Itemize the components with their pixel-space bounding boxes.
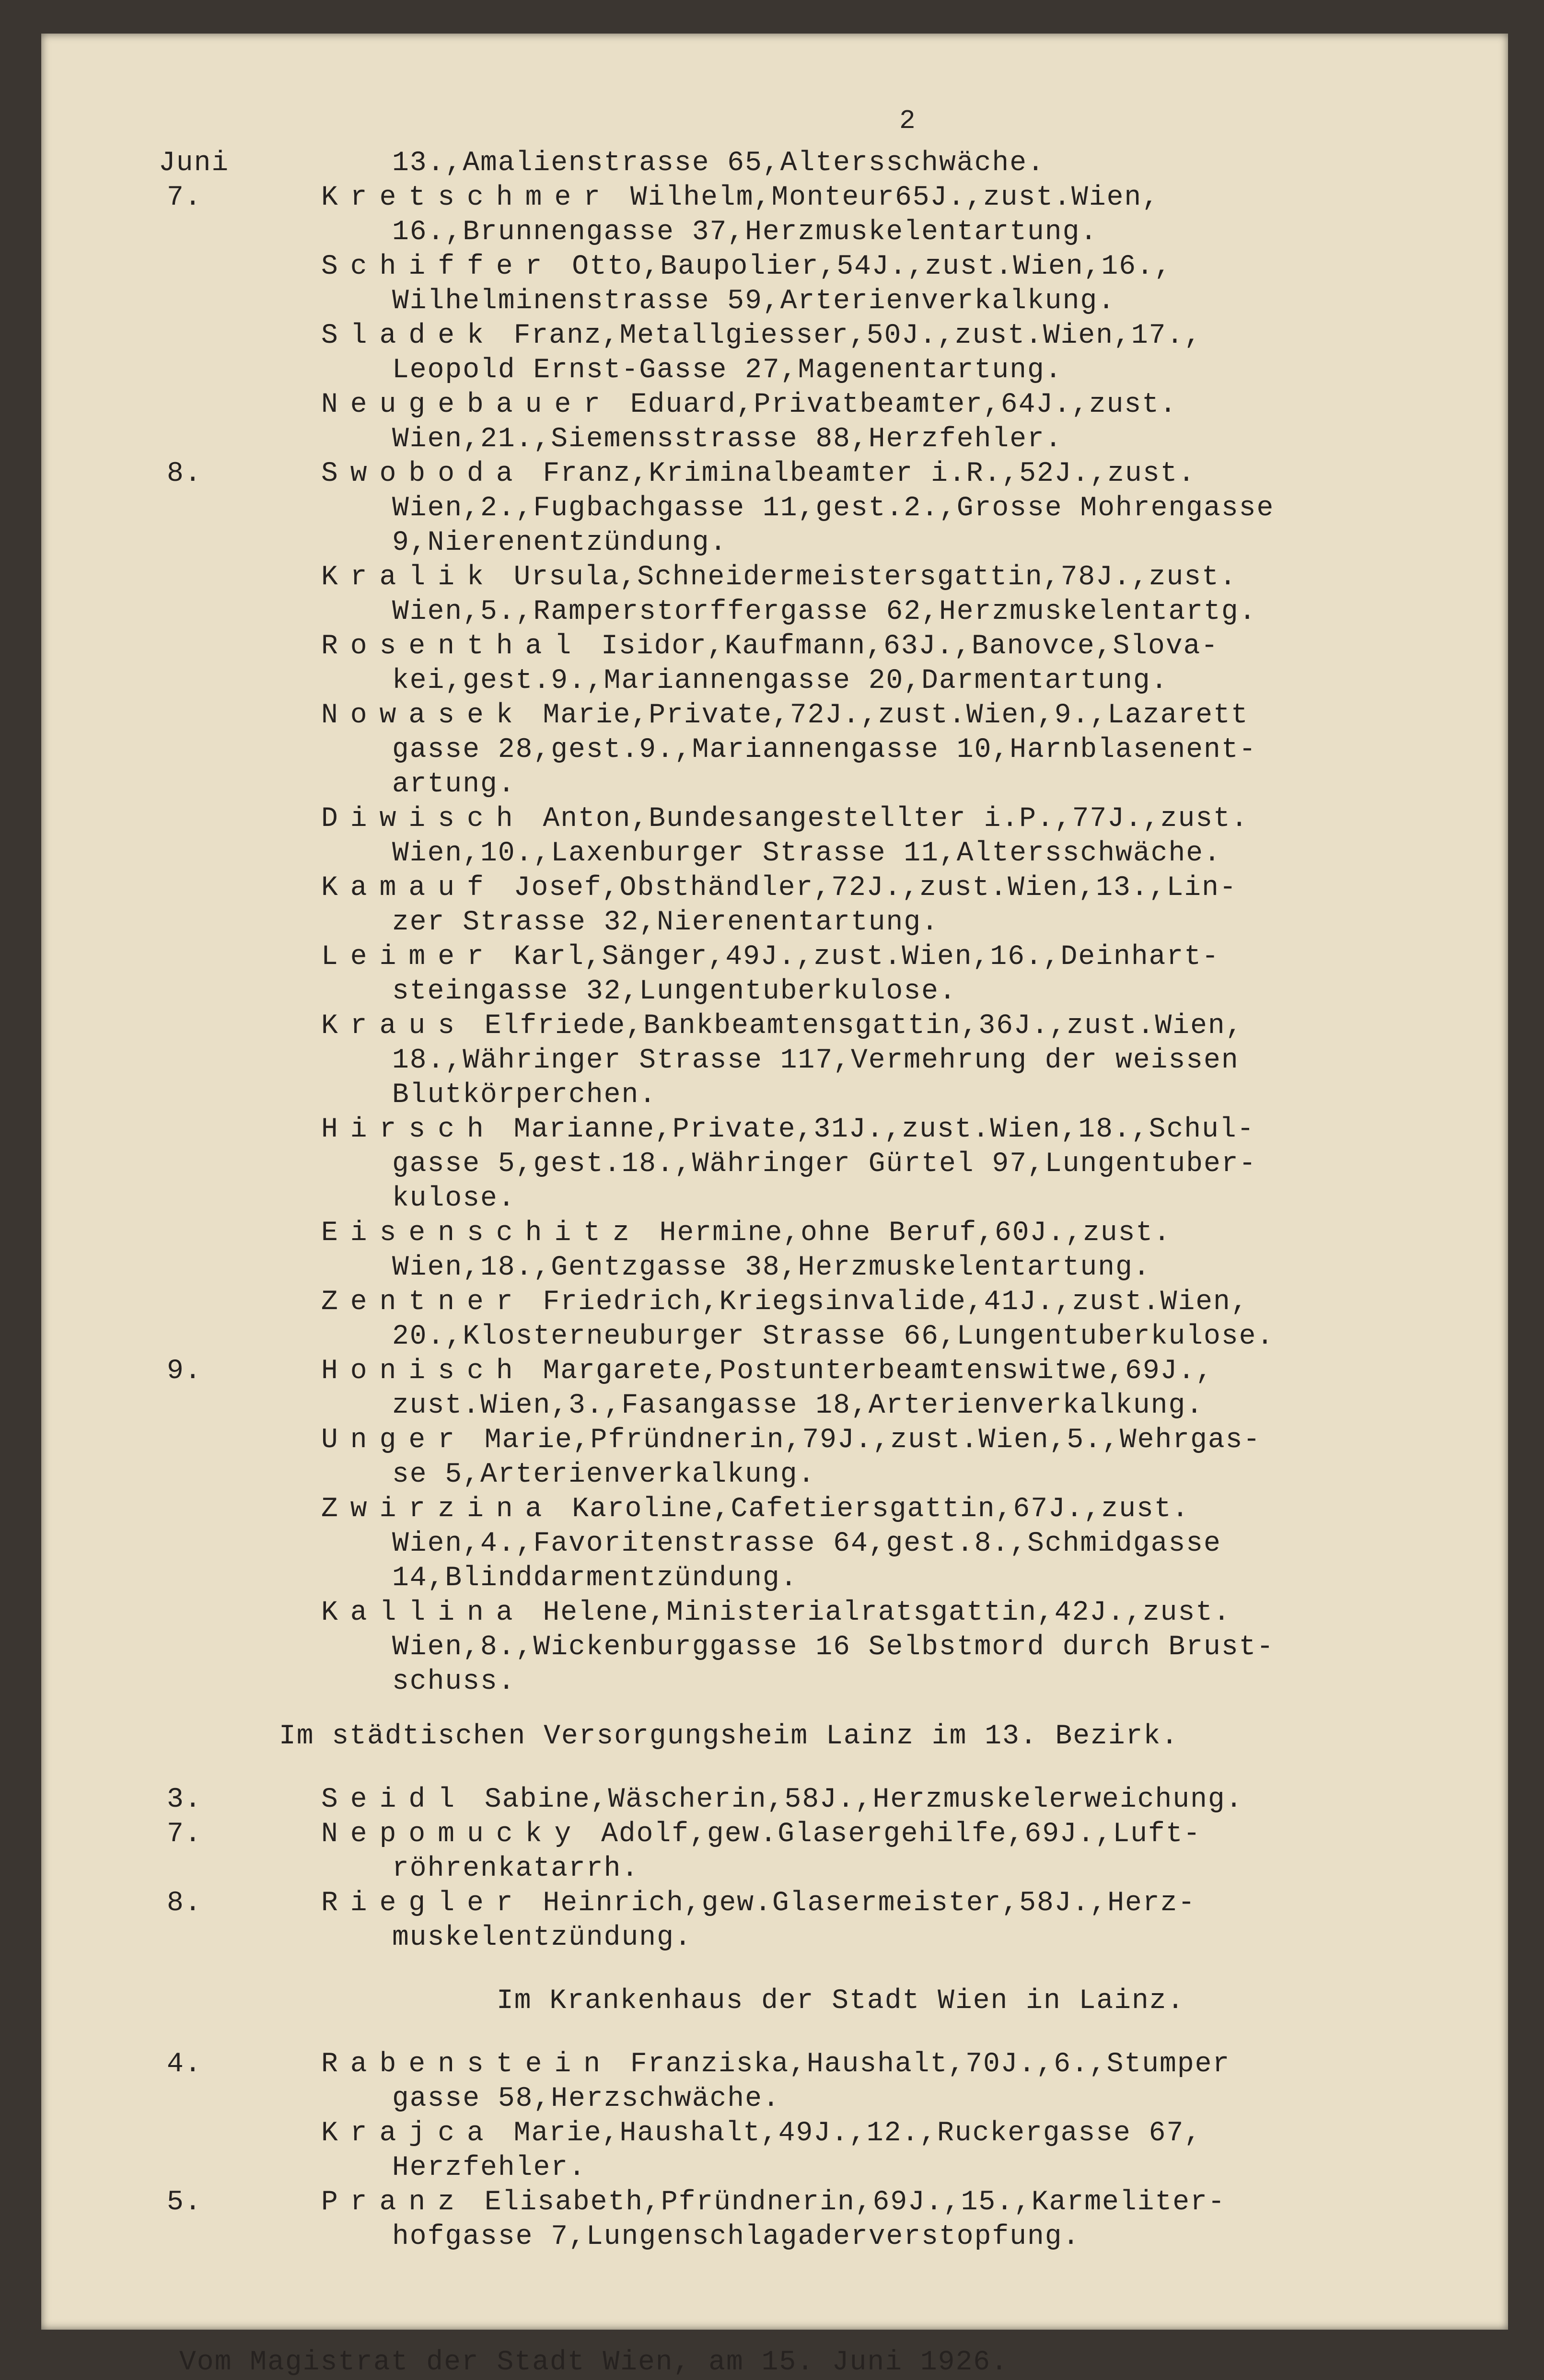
entry-details: Karoline,Cafetiersgattin,67J.,zust. [554,1494,1190,1525]
entry-continuation: kei,gest.9.,Mariannengasse 20,Darmentartung. [392,665,1169,697]
day-label: 8. [167,1888,202,1919]
entry-continuation: 16.,Brunnengasse 37,Herzmuskelentartung. [392,217,1098,248]
surname: Neugebauer [321,389,613,420]
document-page [41,34,1508,2378]
surname: Swoboda [321,458,525,489]
register-entry [321,560,1237,595]
surname: Krajca [321,2118,496,2149]
surname: Nepomucky [321,1819,584,1850]
register-entry [321,1354,1213,1389]
entry-details: Eduard,Privatbeamter,64J.,zust. [613,389,1177,420]
entry-details: Franz,Metallgiesser,50J.,zust.Wien,17., [496,320,1202,351]
entry-continuation: 18.,Währinger Strasse 117,Vermehrung der weissen [392,1045,1239,1076]
register-entry [321,1886,1196,1921]
surname: Kamauf [321,872,496,904]
entry-continuation: Leopold Ernst-Gasse 27,Magenentartung. [392,355,1063,386]
section-heading: Im Krankenhaus der Stadt Wien in Lainz. [497,1985,1185,2017]
day-label: 7. [167,1819,202,1850]
entry-details: Heinrich,gew.Glasermeister,58J.,Herz- [525,1888,1196,1919]
entry-details: Marie,Pfründnerin,79J.,zust.Wien,5.,Wehrgas- [467,1425,1261,1456]
register-entry [321,940,1219,975]
entry-continuation: zust.Wien,3.,Fasangasse 18,Arterienverkalkung. [392,1390,1204,1421]
register-entry [321,2047,1230,2082]
surname: Kralik [321,562,496,593]
entry-details: Karl,Sänger,49J.,zust.Wien,16.,Deinhart- [496,941,1219,973]
entry-details: Josef,Obsthändler,72J.,zust.Wien,13.,Lin- [496,872,1237,904]
surname: Zentner [321,1287,525,1318]
register-entry [321,181,1160,215]
register-entry [321,1423,1261,1458]
entry-continuation: schuss. [392,1666,516,1697]
entry-continuation: artung. [392,769,516,800]
register-entry [321,802,1249,836]
day-label: 8. [167,458,202,489]
register-entry [321,1216,1171,1251]
entry-details: Ursula,Schneidermeistersgattin,78J.,zust. [496,562,1237,593]
surname: Hirsch [321,1114,496,1145]
entry-details: Marie,Haushalt,49J.,12.,Ruckergasse 67, [496,2118,1202,2149]
register-entry [321,629,1219,664]
entry-continuation: Wien,5.,Ramperstorffergasse 62,Herzmuskelentartg. [392,596,1257,627]
entry-continuation: 14,Blinddarmentzündung. [392,1563,798,1594]
day-label: 9. [167,1356,202,1387]
register-entry [321,1113,1255,1147]
entry-details: Adolf,gew.Glasergehilfe,69J.,Luft- [583,1819,1201,1850]
entry-details: Friedrich,Kriegsinvalide,41J.,zust.Wien, [525,1287,1249,1318]
surname: Eisenschitz [321,1218,642,1249]
entry-continuation: 9,Nierenentzündung. [392,527,728,558]
surname: Zwirzina [321,1494,555,1525]
page-number: 2 [899,105,916,136]
surname: Riegler [321,1888,525,1919]
surname: Seidl [321,1784,467,1815]
surname: Schiffer [321,251,555,282]
entry-details: Wilhelm,Monteur65J.,zust.Wien, [613,182,1160,213]
entry-continuation: steingasse 32,Lungentuberkulose. [392,976,957,1007]
entry-continuation: Wien,18.,Gentzgasse 38,Herzmuskelentartung. [392,1252,1151,1283]
entry-continuation: 20.,Klosterneuburger Strasse 66,Lungentuberkulose. [392,1321,1275,1352]
surname: Honisch [321,1356,525,1387]
entry-continuation: Wien,2.,Fugbachgasse 11,gest.2.,Grosse Mohrengasse [392,493,1275,524]
surname: Kretschmer [321,182,613,213]
entry-continuation: gasse 5,gest.18.,Währinger Gürtel 97,Lungentuber- [392,1149,1257,1180]
register-entry [321,1783,1243,1817]
surname: Diwisch [321,803,525,835]
surname: Leimer [321,941,496,973]
register-entry [321,871,1237,906]
register-entry [321,250,1172,284]
entry-details: Franziska,Haushalt,70J.,6.,Stumper [613,2049,1231,2080]
entry-details: Marie,Private,72J.,zust.Wien,9.,Lazarett [525,700,1249,731]
month-label: Juni [159,148,230,179]
register-entry [321,1009,1243,1044]
entry-details: Elfriede,Bankbeamtensgattin,36J.,zust.Wien, [467,1010,1243,1042]
entry-continuation: Blutkörperchen. [392,1080,657,1111]
register-entry [321,698,1249,733]
surname: Unger [321,1425,467,1456]
register-entry [321,319,1202,353]
surname: Sladek [321,320,496,351]
entry-continuation: hofgasse 7,Lungenschlagaderverstopfung. [392,2221,1080,2252]
entry-continuation: Wien,10.,Laxenburger Strasse 11,Altersschwäche. [392,838,1221,869]
entry-details: Isidor,Kaufmann,63J.,Banovce,Slova- [583,631,1219,662]
entry-details: Helene,Ministerialratsgattin,42J.,zust. [525,1597,1231,1628]
surname: Rosenthal [321,631,584,662]
entry-continuation: muskelentzündung. [392,1922,692,1953]
entry-details: Otto,Baupolier,54J.,zust.Wien,16., [554,251,1172,282]
entry-continuation: 13.,Amalienstrasse 65,Altersschwäche. [392,148,1045,179]
entry-details: Anton,Bundesangestellter i.P.,77J.,zust. [525,803,1249,835]
entry-details: Marianne,Private,31J.,zust.Wien,18.,Schul- [496,1114,1255,1145]
entry-details: Elisabeth,Pfründnerin,69J.,15.,Karmeliter- [467,2187,1226,2218]
register-entry [321,388,1177,422]
entry-continuation: gasse 28,gest.9.,Mariannengasse 10,Harnblasenent- [392,734,1257,766]
entry-continuation: Herzfehler. [392,2152,586,2183]
closing-signature-line: Vom Magistrat der Stadt Wien, am 15. Juni 1926. [179,2347,1009,2378]
entry-continuation: Wien,21.,Siemensstrasse 88,Herzfehler. [392,424,1063,455]
day-label: 7. [167,182,202,213]
register-entry [321,1492,1189,1527]
entry-continuation: se 5,Arterienverkalkung. [392,1459,816,1490]
day-label: 3. [167,1784,202,1815]
surname: Kallina [321,1597,525,1628]
entry-continuation: röhrenkatarrh. [392,1853,639,1884]
entry-details: Hermine,ohne Beruf,60J.,zust. [641,1218,1172,1249]
register-entry [321,2185,1226,2220]
entry-continuation: kulose. [392,1183,516,1214]
surname: Pranz [321,2187,467,2218]
register-entry [321,2116,1202,2151]
section-heading: Im städtischen Versorgungsheim Lainz im 13. Bezirk. [279,1721,1179,1752]
entry-continuation: Wien,8.,Wickenburggasse 16 Selbstmord durch Brust- [392,1632,1275,1663]
entry-details: Margarete,Postunterbeamtenswitwe,69J., [525,1356,1214,1387]
surname: Kraus [321,1010,467,1042]
register-entry [321,1596,1231,1630]
entry-continuation: Wilhelminenstrasse 59,Arterienverkalkung. [392,286,1116,317]
day-label: 5. [167,2187,202,2218]
register-entry [321,457,1196,491]
day-label: 4. [167,2049,202,2080]
surname: Nowasek [321,700,525,731]
entry-continuation: gasse 58,Herzschwäche. [392,2083,780,2114]
entry-continuation: Wien,4.,Favoritenstrasse 64,gest.8.,Schmidgasse [392,1528,1221,1559]
entry-details: Sabine,Wäscherin,58J.,Herzmuskelerweichung. [467,1784,1243,1815]
register-entry [321,1817,1201,1852]
surname: Rabenstein [321,2049,613,2080]
entry-details: Franz,Kriminalbeamter i.R.,52J.,zust. [525,458,1196,489]
register-entry [321,1285,1249,1320]
entry-continuation: zer Strasse 32,Nierenentartung. [392,907,939,938]
